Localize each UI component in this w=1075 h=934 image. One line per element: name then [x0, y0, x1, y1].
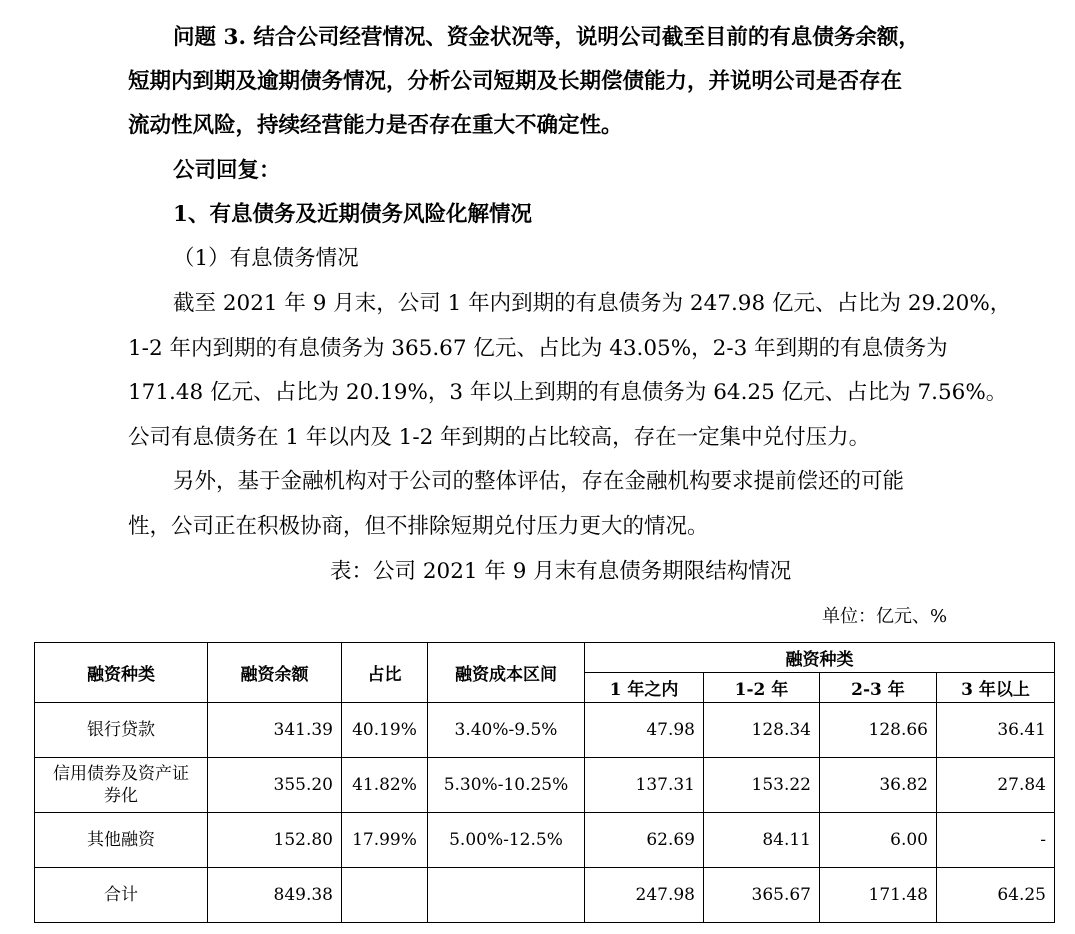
row-within-1y: 62.69 [585, 813, 704, 868]
para1-line-1: 截至 2021 年 9 月末，公司 1 年内到期的有息债务为 247.98 亿元、占比为 29.20%， [173, 291, 1012, 316]
header-cost-range: 融资成本区间 [428, 643, 585, 703]
row-2-3y: 6.00 [820, 813, 937, 868]
row-balance: 849.38 [208, 868, 342, 923]
header-1-2y: 1-2 年 [704, 673, 820, 703]
table-row [35, 758, 1055, 813]
section-heading: 1、有息债务及近期债务风险化解情况 [173, 202, 532, 227]
table-row [35, 813, 1055, 868]
row-over-3y: 64.25 [937, 868, 1055, 923]
row-1-2y: 128.34 [704, 703, 820, 758]
header-group: 融资种类 [585, 643, 1055, 673]
row-1-2y: 153.22 [704, 758, 820, 813]
row-type: 合计 [35, 868, 208, 923]
row-2-3y: 128.66 [820, 703, 937, 758]
row-within-1y: 247.98 [585, 868, 704, 923]
header-within-1y: 1 年之内 [585, 673, 704, 703]
table-unit: 单位：亿元、% [822, 606, 948, 627]
row-over-3y: - [937, 813, 1055, 868]
row-cost-range [428, 868, 585, 923]
row-share: 17.99% [342, 813, 428, 868]
row-2-3y: 171.48 [820, 868, 937, 923]
header-over-3y: 3 年以上 [937, 673, 1055, 703]
question-line-3: 流动性风险，持续经营能力是否存在重大不确定性。 [128, 113, 623, 138]
row-cost-range: 5.30%-10.25% [428, 758, 585, 813]
row-share: 41.82% [342, 758, 428, 813]
row-within-1y: 137.31 [585, 758, 704, 813]
debt-maturity-table [34, 642, 1055, 923]
row-2-3y: 36.82 [820, 758, 937, 813]
question-line-1: 问题 3. 结合公司经营情况、资金状况等，说明公司截至目前的有息债务余额， [173, 25, 920, 50]
row-within-1y: 47.98 [585, 703, 704, 758]
table-caption: 表：公司 2021 年 9 月末有息债务期限结构情况 [330, 559, 792, 584]
row-cost-range: 3.40%-9.5% [428, 703, 585, 758]
reply-heading: 公司回复： [173, 158, 281, 183]
para1-line-3: 171.48 亿元、占比为 20.19%，3 年以上到期的有息债务为 64.25 亿元、占比为 7.56%。 [128, 380, 1008, 405]
row-cost-range: 5.00%-12.5% [428, 813, 585, 868]
header-share: 占比 [342, 643, 428, 703]
para2-line-1: 另外，基于金融机构对于公司的整体评估，存在金融机构要求提前偿还的可能 [173, 469, 905, 494]
row-type: 其他融资 [35, 813, 208, 868]
header-type: 融资种类 [35, 643, 208, 703]
row-balance: 152.80 [208, 813, 342, 868]
row-over-3y: 36.41 [937, 703, 1055, 758]
row-balance: 355.20 [208, 758, 342, 813]
para1-line-4: 公司有息债务在 1 年以内及 1-2 年到期的占比较高，存在一定集中兑付压力。 [128, 425, 871, 450]
row-type: 银行贷款 [35, 703, 208, 758]
row-share [342, 868, 428, 923]
row-balance: 341.39 [208, 703, 342, 758]
para1-line-2: 1-2 年内到期的有息债务为 365.67 亿元、占比为 43.05%，2-3 年到期的有息债务为 [128, 336, 948, 361]
row-over-3y: 27.84 [937, 758, 1055, 813]
para2-line-2: 性，公司正在积极协商，但不排除短期兑付压力更大的情况。 [128, 514, 709, 539]
row-1-2y: 84.11 [704, 813, 820, 868]
row-type: 信用债券及资产证券化 [35, 758, 208, 813]
row-share: 40.19% [342, 703, 428, 758]
row-1-2y: 365.67 [704, 868, 820, 923]
header-balance: 融资余额 [208, 643, 342, 703]
table-row [35, 703, 1055, 758]
question-line-2: 短期内到期及逾期债务情况，分析公司短期及长期偿债能力，并说明公司是否存在 [128, 69, 903, 94]
table-row-total [35, 868, 1055, 923]
header-2-3y: 2-3 年 [820, 673, 937, 703]
table-header-row [35, 643, 1055, 673]
subsection-heading: （1）有息债务情况 [173, 246, 359, 271]
